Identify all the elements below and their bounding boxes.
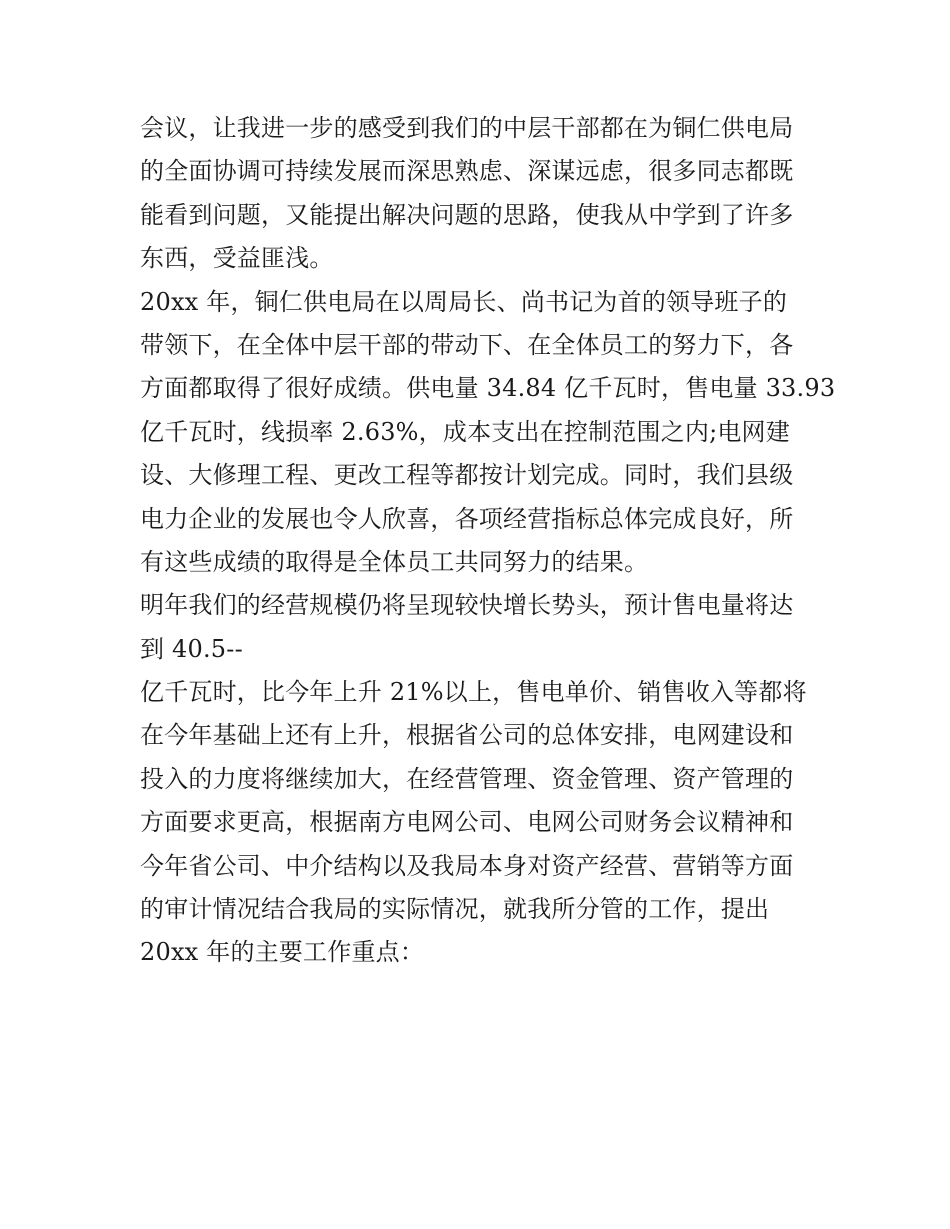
text-line: 方面要求更高，根据南方电网公司、电网公司财务会议精神和	[140, 808, 794, 837]
text-line: 带领下，在全体中层干部的带动下、在全体员工的努力下，各	[140, 330, 794, 359]
text-line: 的审计情况结合我局的实际情况，就我所分管的工作，提出	[140, 895, 770, 924]
text-line: 20xx 年的主要工作重点：	[140, 938, 425, 967]
text-line: 亿千瓦时，线损率 2.63%，成本支出在控制范围之内;电网建	[140, 417, 790, 446]
text-line: 明年我们的经营规模仍将呈现较快增长势头，预计售电量将达	[140, 591, 794, 620]
text-line: 投入的力度将继续加大，在经营管理、资金管理、资产管理的	[140, 764, 794, 793]
text-line: 的全面协调可持续发展而深思熟虑、深谋远虑，很多同志都既	[140, 157, 794, 186]
text-line: 有这些成绩的取得是全体员工共同努力的结果。	[140, 547, 649, 576]
text-line: 在今年基础上还有上升，根据省公司的总体安排，电网建设和	[140, 721, 794, 750]
text-line: 20xx 年，铜仁供电局在以周局长、尚书记为首的领导班子的	[140, 287, 788, 316]
text-line: 今年省公司、中介结构以及我局本身对资产经营、营销等方面	[140, 851, 794, 880]
text-line: 能看到问题，又能提出解决问题的思路，使我从中学到了许多	[140, 200, 794, 229]
text-line: 电力企业的发展也令人欣喜，各项经营指标总体完成良好，所	[140, 504, 794, 533]
text-line: 东西，受益匪浅。	[140, 244, 334, 273]
text-line: 方面都取得了很好成绩。供电量 34.84 亿千瓦时，售电量 33.93	[140, 374, 836, 403]
text-line: 设、大修理工程、更改工程等都按计划完成。同时，我们县级	[140, 461, 794, 490]
text-line: 亿千瓦时，比今年上升 21%以上，售电单价、销售收入等都将	[140, 678, 807, 707]
text-line: 到 40.5--	[140, 634, 243, 663]
body-text	[140, 107, 836, 975]
text-line: 会议，让我进一步的感受到我们的中层干部都在为铜仁供电局	[140, 114, 794, 142]
